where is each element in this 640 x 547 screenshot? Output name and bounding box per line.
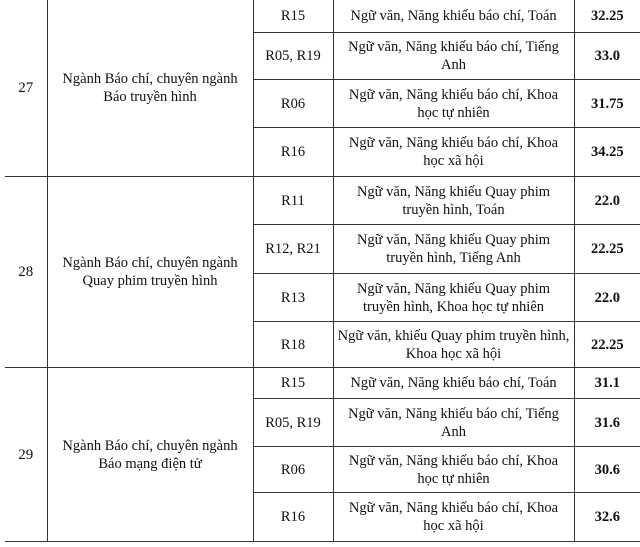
combination-code: R16 — [253, 128, 333, 177]
subject-combination: Ngữ văn, khiếu Quay phim truyền hình, Khoa học xã hội — [333, 322, 574, 368]
major-name: Ngành Báo chí, chuyên ngành Quay phim truyền hình — [47, 177, 253, 368]
subject-combination: Ngữ văn, Năng khiếu báo chí, Khoa học tự nhiên — [333, 447, 574, 493]
admission-score: 22.0 — [574, 177, 640, 225]
combination-code: R15 — [253, 0, 333, 33]
table-row — [5, 368, 640, 399]
admission-score: 32.6 — [574, 493, 640, 542]
combination-code: R06 — [253, 80, 333, 128]
admission-score: 32.25 — [574, 0, 640, 33]
admission-score: 33.0 — [574, 33, 640, 80]
combination-code: R05, R19 — [253, 33, 333, 80]
major-name: Ngành Báo chí, chuyên ngành Báo truyền hình — [47, 0, 253, 177]
combination-code: R06 — [253, 447, 333, 493]
admission-score: 31.75 — [574, 80, 640, 128]
admission-score: 30.6 — [574, 447, 640, 493]
table-row — [5, 177, 640, 225]
subject-combination: Ngữ văn, Năng khiếu báo chí, Toán — [333, 0, 574, 33]
combination-code: R05, R19 — [253, 399, 333, 447]
combination-code: R11 — [253, 177, 333, 225]
subject-combination: Ngữ văn, Năng khiếu Quay phim truyền hình, Tiếng Anh — [333, 225, 574, 274]
combination-code: R18 — [253, 322, 333, 368]
admission-score: 22.0 — [574, 274, 640, 322]
major-name: Ngành Báo chí, chuyên ngành Báo mạng điện tử — [47, 368, 253, 542]
subject-combination: Ngữ văn, Năng khiếu Quay phim truyền hình, Toán — [333, 177, 574, 225]
admission-score-table — [5, 0, 640, 542]
admission-score: 31.6 — [574, 399, 640, 447]
subject-combination: Ngữ văn, Năng khiếu báo chí, Tiếng Anh — [333, 33, 574, 80]
row-number: 28 — [5, 177, 47, 368]
combination-code: R16 — [253, 493, 333, 542]
combination-code: R15 — [253, 368, 333, 399]
admission-score: 31.1 — [574, 368, 640, 399]
subject-combination: Ngữ văn, Năng khiếu báo chí, Khoa học tự nhiên — [333, 80, 574, 128]
admission-score: 22.25 — [574, 322, 640, 368]
row-number: 27 — [5, 0, 47, 177]
subject-combination: Ngữ văn, Năng khiếu báo chí, Toán — [333, 368, 574, 399]
table-row — [5, 0, 640, 33]
row-number: 29 — [5, 368, 47, 542]
subject-combination: Ngữ văn, Năng khiếu báo chí, Khoa học xã hội — [333, 128, 574, 177]
combination-code: R13 — [253, 274, 333, 322]
subject-combination: Ngữ văn, Năng khiếu Quay phim truyền hình, Khoa học tự nhiên — [333, 274, 574, 322]
combination-code: R12, R21 — [253, 225, 333, 274]
subject-combination: Ngữ văn, Năng khiếu báo chí, Tiếng Anh — [333, 399, 574, 447]
subject-combination: Ngữ văn, Năng khiếu báo chí, Khoa học xã hội — [333, 493, 574, 542]
admission-score: 34.25 — [574, 128, 640, 177]
admission-score: 22.25 — [574, 225, 640, 274]
